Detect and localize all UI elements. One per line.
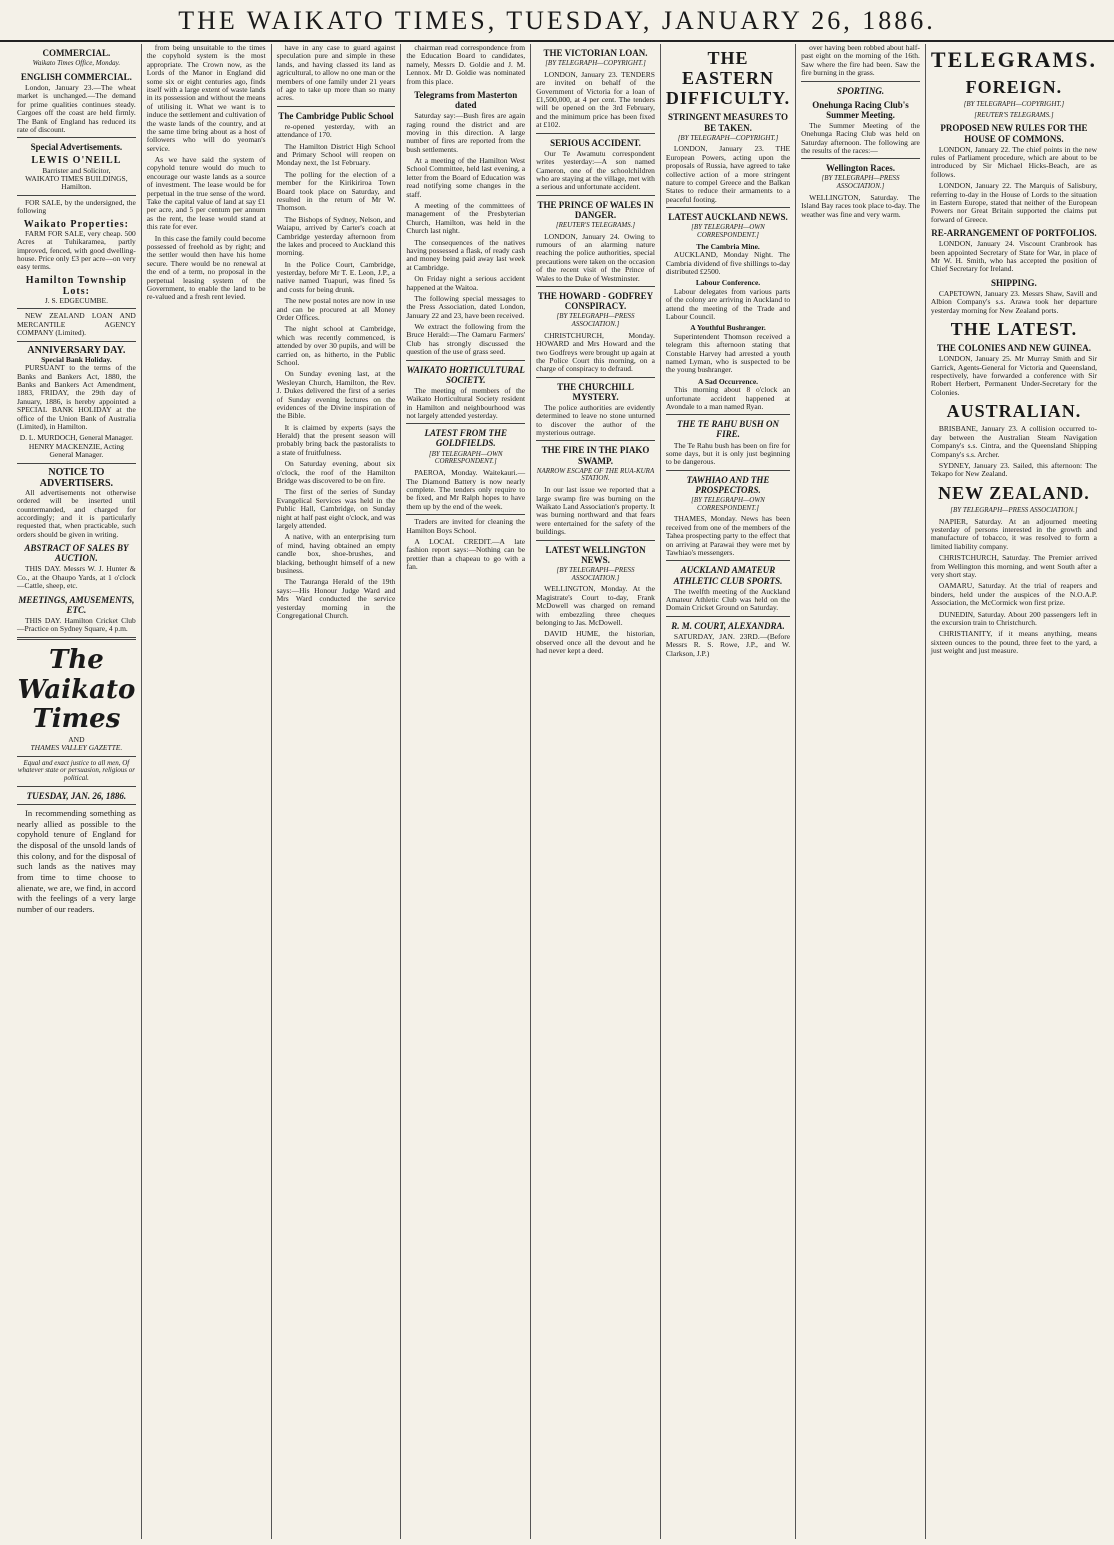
- sale-ad: [17, 199, 136, 306]
- column-6: [661, 44, 796, 1539]
- cambria-body: AUCKLAND, Monday Night. The Cambria dividend of five shillings to-day distributed £2500.: [665, 250, 791, 277]
- piako-fire-subheading: NARROW ESCAPE OF THE RUA-KURA STATION.: [536, 466, 655, 483]
- new-guinea-heading: THE COLONIES AND NEW GUINEA.: [936, 343, 1091, 354]
- churchill-heading: THE CHURCHILL MYSTERY.: [557, 381, 634, 402]
- masterton-telegram-heading: Telegrams from Masterton dated: [414, 89, 518, 111]
- te-rahu-body: The Te Rahu bush has been on fire for some days, but it is only just beginning to be dangerous.: [665, 440, 791, 467]
- occurrence-heading: A Sad Occurrence.: [697, 376, 759, 386]
- column-2: [142, 44, 272, 1539]
- horticultural-body: The meeting of members of the Waikato Horticultural Society resident in Hamilton and neighbourhood was not largely attended yesterday.: [406, 385, 526, 420]
- stringent-measures-heading: STRINGENT MEASURES TO BE TAKEN.: [667, 112, 789, 133]
- cambria-heading: The Cambria Mine.: [696, 241, 760, 251]
- horticultural-heading: WAIKATO HORTICULTURAL SOCIETY.: [406, 364, 525, 385]
- churchill-body: The police authorities are evidently determined to leave no stone unturned to discover the author of the mysterious outrage.: [536, 402, 655, 438]
- bridge-fire-news: On Saturday evening, about six o'clock, the roof of the Hamilton Bridge was discovered to be on fire.: [276, 459, 396, 486]
- newspaper-title: THE WAIKATO TIMES, TUESDAY, JANUARY 26, 1886.: [178, 6, 936, 35]
- telegrams-heading: TELEGRAMS.: [930, 47, 1097, 72]
- column-4: [401, 44, 531, 1539]
- wellington-news-dateline: [BY TELEGRAPH—PRESS ASSOCIATION.]: [556, 565, 635, 582]
- commons-rules-body: LONDON, January 22. The chief points in the new rules of Parliament procedure, which are about to be introduced by Sir Michael Hicks-Beach, are as follows.: [930, 144, 1097, 179]
- prince-body: LONDON, January 24. Owing to rumours of an alarming nature reaching the police authorities, special precautions were taken on the occasion of the recent visit of the Prince of Wales to the Duke of Westminster.: [536, 231, 655, 283]
- goldfields-body: PAEROA, Monday. Waitekauri.—The Diamond Battery is now nearly complete. The tenders only require to be fixed, and Mr Ralph hopes to have them up by the end of the week.: [406, 468, 526, 511]
- holiday-body: PURSUANT to the terms of the Banks and Bankers Act, 1880, the Banks and Bankers Act Amendment, 1883, FRIDAY, the 29th day of January, 1886, is hereby appointed a SPECIAL BANK HOLIDAY at the office of the Union Bank of Australia (Limited), in Hamilton.: [17, 363, 136, 431]
- school-heading: The Cambridge Public School: [278, 110, 394, 121]
- howard-dateline: [BY TELEGRAPH—PRESS ASSOCIATION.]: [556, 312, 635, 328]
- salisbury-body: LONDON, January 22. The Marquis of Salisbury, referring to-day in the House of Lords to the situation in Eastern Europe, stated that neither of the European Powers nor Great Britain supported the claims put forward of Greece.: [930, 181, 1097, 224]
- special-ads-heading: Special Advertisements.: [30, 142, 123, 153]
- goldfields-dateline: [BY TELEGRAPH—OWN CORRESPONDENT.]: [428, 449, 503, 466]
- police-court-news: In the Police Court, Cambridge, yesterday, before Mr T. E. Leon, J.P., a native named Tuapuri, was fined 5s and costs for being drunk.: [276, 259, 396, 294]
- wellington-races-heading: Wellington Races.: [826, 163, 895, 174]
- dunedin-body: DUNEDIN, Saturday. About 200 passengers left in the excursion train to Christchurch.: [930, 609, 1097, 627]
- paper-and: AND: [68, 734, 85, 744]
- claimed-news: It is claimed by experts (says the Herald) that the present season will probably bring back the pastoralists to a state of fruitfulness.: [276, 422, 396, 457]
- evangelical-news: The first of the series of Sunday Evangelical Services was held in the Public Hall, Cambridge, on Sunday night at half past eight o'clock, and was largely attended.: [276, 487, 396, 530]
- labour-body: Labour delegates from various parts of the colony are arriving in Auckland to attend the meeting of the Trade and Labour Council.: [665, 286, 791, 322]
- nz-dateline: [BY TELEGRAPH—PRESS ASSOCIATION.]: [950, 505, 1078, 514]
- school-committee-meeting: At a meeting of the Hamilton West School Committee, held last evening, a letter from the Board of Education was read notifying some changes in the staff.: [406, 156, 526, 199]
- reuters-line: [REUTER'S TELEGRAMS.]: [974, 110, 1054, 119]
- portfolios-heading: RE-ARRANGEMENT OF PORTFOLIOS.: [931, 228, 1097, 239]
- eastern-body: LONDON, January 23. THE European Powers, acting upon the proposals of Russia, have agreed to take collective action of a more stringent nature to compel Greece and the Balkan States to reduce their armaments to a peaceful footing.: [665, 144, 791, 204]
- serious-accident-body: Our Te Awamutu correspondent writes yesterday:—A son named Cameron, one of the schoolchildren who are staying at the village, met with a serious and unfortunate accident.: [536, 148, 655, 192]
- tauranga-herald-news: The Tauranga Herald of the 19th says:—His Honour Judge Ward and Mrs Ward conducted the service yesterday morning in the Congregational Church.: [276, 577, 396, 620]
- columns: [12, 44, 1102, 1539]
- natives-consequences: The consequences of the natives having possessed a flask, of ready cash and money being paid away last week at Cambridge.: [406, 237, 526, 272]
- column-1: [12, 44, 142, 1539]
- meetings-body: THIS DAY. Hamilton Cricket Club—Practice on Sydney Square, 4 p.m.: [17, 615, 136, 634]
- paper-nameplate: The Waikato Times: [17, 645, 136, 734]
- polling-news: The polling for the election of a member for the Kirikiriroa Town Board took place on Saturday, and resulted in the return of Mr W. Thomson.: [276, 169, 396, 213]
- onehunga-heading: Onehunga Racing Club's Summer Meeting.: [812, 99, 909, 120]
- serious-accident-heading: SERIOUS ACCIDENT.: [550, 137, 641, 148]
- bruce-herald-extract: We extract the following from the Bruce Herald:—The Oamaru Farmers' Club has strongly discussed the question of the use of grass seed.: [406, 322, 526, 357]
- local-credit: A LOCAL CREDIT.—A late fashion report says:—Nothing can be prettier than a chapeau to go with a fan.: [406, 536, 526, 572]
- lewis-address: WAIKATO TIMES BUILDINGS, Hamilton.: [25, 173, 128, 192]
- notice-heading: NOTICE TO ADVERTISERS.: [39, 466, 114, 489]
- tawhiao-heading: TAWHIAO AND THE PROSPECTORS.: [686, 474, 770, 495]
- amateur-athletic-heading: AUCKLAND AMATEUR ATHLETIC CLUB SPORTS.: [673, 565, 783, 586]
- christianity-body: CHRISTIANITY, if it means anything, means sixteen ounces to the pound, three feet to the yard, a just weight and just measure.: [930, 629, 1097, 656]
- te-rahu-heading: THE TE RAHU BUSH ON FIRE.: [677, 419, 780, 440]
- goldfields-heading: LATEST FROM THE GOLDFIELDS.: [424, 428, 507, 449]
- eastern-dateline: [BY TELEGRAPH—COPYRIGHT.]: [677, 133, 779, 142]
- oamaru-body: OAMARU, Saturday. At the trial of reapers and binders, held under the auspices of the N.O.A.P. Association, the McCormick won first prize.: [930, 581, 1097, 608]
- column-7: [796, 44, 926, 1539]
- sale-body: FARM FOR SALE, very cheap. 500 Acres at Tuhikaramea, partly improved, fenced, with good dwelling-house. Price only £3 per acre—on very easy terms.: [17, 228, 136, 272]
- tawhiao-body: THAMES, Monday. News has been received from one of the members of the Tahea prospecting party to the effect that on arriving at Parawai they were met by Tawhiao's messengers.: [665, 514, 791, 558]
- shipping-heading: SHIPPING.: [991, 277, 1037, 288]
- hamilton-district-school: The Hamilton District High School and Primary School will reopen on Monday next, the 1st February.: [276, 141, 396, 168]
- prince-heading: THE PRINCE OF WALES IN DANGER.: [537, 199, 654, 220]
- edgecumbe-signature: J. S. EDGECUMBE.: [44, 296, 108, 306]
- bishops-news: The Bishops of Sydney, Nelson, and Waiapu, arrived by Carter's coach at Cambridge yesterday afternoon from the lakes and proceed to Auckland this morning.: [276, 214, 396, 258]
- commercial-dateline: Waikato Times Office, Monday.: [32, 59, 121, 68]
- new-zealand-heading: NEW ZEALAND.: [938, 482, 1090, 503]
- postal-notes-news: The new postal notes are now in use and can be procured at all Money Order Offices.: [276, 296, 396, 323]
- masterton-telegram-body: Saturday say:—Bush fires are again raging round the district and are moving in this direction. A large number of fires are reported from the bush settlements.: [406, 111, 526, 154]
- special-messages: The following special messages to the Press Association, dated London, January 22 and 23, have been received.: [406, 293, 526, 320]
- latest-heading: THE LATEST.: [950, 319, 1078, 339]
- wellington-news-body: WELLINGTON, Monday. At the Magistrate's Court to-day, Frank McDowell was charged on remand with embezzling three cheques belonging to Jas. McDowell.: [536, 584, 655, 628]
- victorian-loan-dateline: [BY TELEGRAPH—COPYRIGHT.]: [545, 59, 646, 68]
- foreign-heading: FOREIGN.: [965, 76, 1063, 97]
- wellington-races-dateline: [BY TELEGRAPH—PRESS ASSOCIATION.]: [821, 174, 900, 191]
- auckland-news-heading: LATEST AUCKLAND NEWS.: [668, 212, 788, 223]
- school-body: re-opened yesterday, with an attendance of 170.: [276, 121, 396, 140]
- lewis-oneill-ad: [17, 155, 136, 191]
- lewis-role: Barrister and Solicitor,: [42, 165, 111, 175]
- victorian-loan-heading: THE VICTORIAN LOAN.: [543, 48, 648, 58]
- piako-fire-body: In our last issue we reported that a large swamp fire was burning on the Waikato Land Association's property. It was burning northward and that fears were entertained for the safety of the buildings.: [536, 485, 655, 537]
- copyhold-body-2: As we have said the system of copyhold tenure would do much to encourage our waste lands as a source of investment. The lease would be for perpetual in the true sense of the word. Take the capital value of land at say £1 per acre, and 5 per centum per annum as the rent, the lease would stand at this rate for ever.: [146, 155, 266, 232]
- leader-article: In recommending something as nearly allied as possible to the copyhold tenure of England for the disposal of the unsold lands of this colony, and for the disposal of such lands as the natives may from time to time choose to alienate, we are, we find, in accord with the feelings of a very large number of our readers.: [17, 808, 136, 914]
- column-5: [531, 44, 661, 1539]
- onehunga-body: The Summer Meeting of the Onehunga Racing Club was held on Saturday afternoon. The following are the results of the races:—: [801, 120, 920, 155]
- col4-body-1: chairman read correspondence from the Education Board to candidates, namely, Messrs D. Goldie and J. M. Lennox. Mr D. Goldie was nominated from this place.: [406, 43, 526, 86]
- copyhold-body-3: In this case the family could become possessed of freehold as by right; and the settler would then have his home secure. There would be no renewal at the end of a term, no proposal in the perpetual leasing system of the Government, to enable the land to be re-valued and a fresh rent levied.: [146, 233, 266, 302]
- presbyterian-meeting: A meeting of the committees of management of the Presbyterian Church, Hamilton, was held in the Church last night.: [406, 201, 526, 236]
- issue-date: TUESDAY, JAN. 26, 1886.: [26, 791, 127, 802]
- eastern-difficulty-heading: THE EASTERN DIFFICULTY.: [665, 48, 791, 109]
- meetings-heading: MEETINGS, AMUSEMENTS, ETC.: [18, 594, 135, 615]
- col7-body-1: over having been robbed about half-past eight on the morning of the 16th. Saw where the fire had been. Saw the fire burning in the grass.: [801, 43, 920, 78]
- anniversary-heading: ANNIVERSARY DAY.: [27, 344, 126, 356]
- notice-body: All advertisements not otherwise ordered will be inserted until countermanded, and charged for accordingly; and it is particularly requested that, when practicable, such orders should be given in writing.: [17, 487, 136, 539]
- auckland-dateline: [BY TELEGRAPH—OWN CORRESPONDENT.]: [691, 223, 765, 240]
- shipping-body: CAPETOWN, January 23. Messrs Shaw, Savill and Albion Company's s.s. Arawa took her departure yesterday morning for New Zealand ports.: [930, 288, 1097, 315]
- manager-2: HENRY MACKENZIE, Acting General Manager.: [28, 441, 124, 460]
- commons-rules-heading: PROPOSED NEW RULES FOR THE HOUSE OF COMMONS.: [940, 123, 1088, 144]
- alexandra-court-body: SATURDAY, JAN. 23RD.—(Before Messrs R. S. Rowe, J.P., and W. Clarkson, J.P.): [665, 631, 791, 658]
- sunday-lecture-news: On Sunday evening last, at the Wesleyan Church, Hamilton, the Rev. J. Dukes delivered the first of a series of Sunday evening lectures on the evidences of the Divine inspiration of the Bible.: [276, 369, 396, 421]
- piako-fire-heading: THE FIRE IN THE PIAKO SWAMP.: [541, 445, 650, 466]
- labour-heading: Labour Conference.: [695, 278, 761, 288]
- night-school-news: The night school at Cambridge, which was recently commenced, is attended by over 30 pupils, and will be carried on, as hitherto, in the Public School.: [276, 324, 396, 367]
- portfolios-body: LONDON, January 24. Viscount Cranbrook has been appointed Secretary of State for War, in place of Mr W. H. Smith, who has accepted the position of Chief Secretary for Ireland.: [930, 239, 1097, 274]
- waitoa-accident: On Friday night a serious accident happened at the Waitoa.: [406, 274, 526, 292]
- nz-loan-ad: NEW ZEALAND LOAN AND MERCANTILE AGENCY COMPANY (Limited).: [17, 311, 136, 338]
- napier-body: NAPIER, Saturday. At an adjourned meeting yesterday of persons interested in the growth and manufacture of tobacco, it was resolved to form a limited liability company.: [930, 516, 1097, 551]
- christchurch-body: CHRISTCHURCH, Saturday. The Premier arrived from Wellington this morning, and went South after a very short stay.: [930, 553, 1097, 580]
- howard-body: CHRISTCHURCH, Monday. HOWARD and Mrs Howard and the two Godfreys were brought up again at the Police Court this morning, on a charge of conspiracy to defraud.: [536, 330, 655, 374]
- sporting-heading: SPORTING.: [836, 85, 885, 96]
- howard-heading: THE HOWARD - GODFREY CONSPIRACY.: [537, 291, 654, 312]
- manager-1: D. L. MURDOCH, General Manager.: [19, 433, 134, 443]
- col3-body-1: have in any case to guard against speculation pure and simple in these lands, and having classed its land as agricultural, to allow no one man or the members of one family under 21 years of age to take up more than so many acres.: [276, 43, 396, 103]
- masthead: [0, 0, 1114, 42]
- holiday-heading: Special Bank Holiday.: [41, 354, 112, 364]
- australian-heading: AUSTRALIAN.: [946, 401, 1082, 422]
- sale-heading: Waikato Properties:: [23, 218, 129, 230]
- foreign-dateline: [BY TELEGRAPH—COPYRIGHT.]: [963, 99, 1065, 108]
- native-business-news: A native, with an enterprising turn of mind, having obtained an empty candle box, shoe-brushes, and blacking, bethought himself of a new business.: [276, 532, 396, 575]
- victorian-loan-body: LONDON, January 23. TENDERS are invited on behalf of the Government of Victoria for a loan of £1,500,000, at 4 per cent. The tenders will be opened on the 3rd February, and the minimum price has been fixed at £102.: [536, 69, 655, 130]
- bushranger-body: Superintendent Thomson received a telegram this afternoon stating that Constable Harvey had arrested a youth named Lyman, who is suspected to be the young bushranger.: [665, 331, 791, 375]
- traders-notice: Traders are invited for cleaning the Hamilton Boys School.: [406, 517, 526, 535]
- auction-heading: ABSTRACT OF SALES BY AUCTION.: [24, 543, 129, 564]
- commercial-heading: COMMERCIAL.: [42, 48, 111, 58]
- english-commercial-body: London, January 23.—The wheat market is unchanged.—The demand for prime qualities continues steady. Cargoes off the coast are held firmly. The Bank of England has reduced its rate of discount.: [17, 82, 136, 134]
- sale-title: FOR SALE, by the undersigned, the following: [17, 197, 136, 216]
- english-commercial-heading: ENGLISH COMMERCIAL.: [20, 71, 132, 82]
- alexandra-court-heading: R. M. COURT, ALEXANDRA.: [671, 620, 785, 631]
- column-8: [926, 44, 1102, 1539]
- sydney-body: SYDNEY, January 23. Sailed, this afternoon: The Tekapo for New Zealand.: [930, 460, 1097, 479]
- hamilton-township-heading: Hamilton Township Lots:: [25, 274, 127, 297]
- david-hume-note: DAVID HUME, the historian, observed once all the devout and he had never kept a deed.: [536, 629, 655, 656]
- new-guinea-body: LONDON, January 25. Mr Murray Smith and Sir Garrick, Agents-General for Victoria and Queensland, respectively, have forwarded a conference with Sir Robert Herbert, Permanent Under-Secretary for the Colonies.: [930, 354, 1097, 397]
- wellington-news-heading: LATEST WELLINGTON NEWS.: [545, 544, 646, 565]
- paper-subtitle: THAMES VALLEY GAZETTE.: [30, 743, 123, 753]
- amateur-athletic-body: The twelfth meeting of the Auckland Amateur Athletic Club was held on the Domain Cricket Ground on Saturday.: [665, 586, 791, 613]
- bushranger-heading: A Youthful Bushranger.: [690, 323, 766, 333]
- australian-body: BRISBANE, January 23. A collision occurred to-day between the Australian Steam Navigation Company's s.s. Cintra, and the Queensland Shipping Company's s.s. Archer.: [930, 424, 1097, 459]
- column-3: [272, 44, 402, 1539]
- occurrence-body: This morning about 8 o'clock an unfortunate accident happened at Avondale to a man named Ryan.: [665, 385, 791, 411]
- prince-dateline: [REUTER'S TELEGRAMS.]: [555, 220, 636, 229]
- tawhiao-dateline: [BY TELEGRAPH—OWN CORRESPONDENT.]: [691, 495, 765, 512]
- auction-body: THIS DAY. Messrs W. J. Hunter & Co., at the Ohaupo Yards, at 1 o'clock—Cattle, sheep, etc.: [17, 564, 136, 591]
- wellington-races-body: WELLINGTON, Saturday. The Island Bay races took place to-day. The weather was fine and very warm.: [801, 193, 920, 219]
- lewis-name: LEWIS O'NEILL: [31, 155, 122, 167]
- copyhold-body-1: from being unsuitable to the times the copyhold system is the most appropriate. The Crown now, as the Lords of the Manor in England did some six or eight centuries ago, finds itself with a large extent of waste lands in its possession and without the means of utilising it. What we want is to induce the settlement and cultivation of the waste lands of the country, and at the same time bring about as a host of followers who will do yeoman's service.: [146, 43, 266, 153]
- paper-motto: Equal and exact justice to all men, Of whatever state or persuasion, religious or political.: [17, 758, 135, 783]
